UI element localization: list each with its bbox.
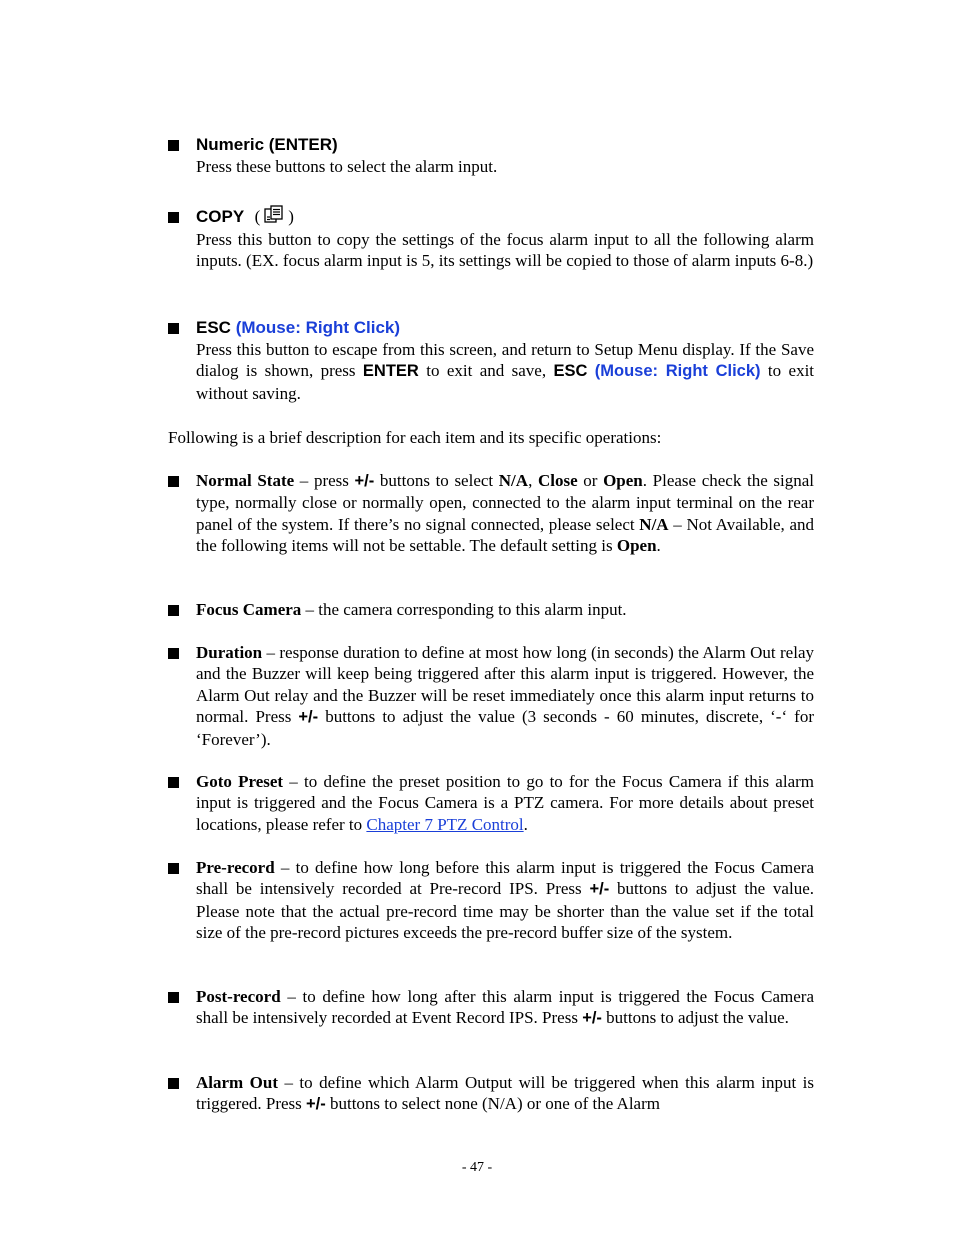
text-run: – to define how long before this alarm input is triggered the Focus Camera shall be intensively recorded at Pre-record IPS. Press (196, 858, 814, 899)
post-record-section (168, 986, 814, 1030)
copy-text: Press this button to copy the settings of the focus alarm input to all the following alarm inputs. (EX. focus alarm input is 5, its settings will be copied to those of alarm inputs 6-8.) (196, 230, 814, 271)
alarm-out-term: Alarm Out (196, 1073, 278, 1092)
bullet-icon (168, 863, 179, 874)
bullet-icon (168, 648, 179, 659)
text-run: – to define how long after this alarm input is triggered the Focus Camera shall be intensively recorded at Event Record IPS. Press (196, 987, 814, 1028)
numeric-section (168, 134, 814, 177)
esc-mouse-hint: (Mouse: Right Click) (235, 318, 401, 337)
text-run: – press (294, 471, 355, 490)
copy-icon (264, 205, 284, 225)
plus-minus-key: +/- (582, 1009, 602, 1028)
focus-camera-text: – the camera corresponding to this alarm input. (301, 600, 627, 619)
plus-minus-key: +/- (298, 708, 319, 727)
text-run: or (577, 471, 604, 490)
esc-title: ESC (196, 318, 231, 337)
text-run: . (656, 536, 661, 556)
bullet-icon (168, 323, 179, 334)
text-run: . Please check the signal type, normally close or normally open, connected to the alarm input terminal on the rear panel of the system. If there’s no signal connected, please select (196, 471, 814, 534)
text-run: – Not Available, and the following items will not be settable. The default setting is (196, 514, 814, 556)
text-run: . (523, 814, 528, 834)
bullet-icon (168, 992, 179, 1003)
numeric-title: Numeric (ENTER) (196, 135, 338, 154)
enter-key: ENTER (362, 362, 419, 381)
esc-mouse-hint-2: (Mouse: Right Click) (594, 362, 761, 381)
plus-minus-key: +/- (589, 880, 610, 899)
esc-text (196, 339, 814, 404)
esc-section (168, 317, 814, 404)
pre-record-term: Pre-record (196, 858, 275, 877)
na-option: N/A (498, 471, 529, 490)
text-run: buttons to adjust the value. Please note that the actual pre-record time may be shorter than the value set if the total size of the pre-record pictures exceeds the pre-record buffer size of the system. (196, 879, 814, 943)
esc-text-1: Press this button to escape from this screen, and return to Setup Menu display. If the Save dialog is shown, press (196, 340, 814, 381)
bullet-icon (168, 212, 179, 223)
paren-close: ) (288, 207, 294, 226)
bullet-icon (168, 1078, 179, 1089)
text-run: buttons to adjust the value. (601, 1008, 789, 1028)
goto-preset-term: Goto Preset (196, 772, 284, 791)
duration-section (168, 642, 814, 750)
bullet-icon (168, 476, 179, 487)
plus-minus-key: +/- (306, 1095, 326, 1114)
esc-text-3: to exit without saving. (196, 361, 815, 403)
text-run: , (528, 471, 538, 490)
bullet-icon (168, 777, 179, 788)
page-number: - 47 - (461, 1160, 493, 1175)
intro-text: Following is a brief description for each item and its specific operations: (168, 428, 662, 447)
chapter-7-ptz-control-link[interactable]: Chapter 7 PTZ Control (366, 814, 524, 834)
alarm-out-section (168, 1072, 814, 1116)
copy-title: COPY (196, 207, 244, 226)
pre-record-section (168, 857, 814, 944)
normal-state-text (196, 470, 814, 557)
text-run: buttons to select none (N/A) or one of the Alarm (325, 1094, 660, 1114)
focus-camera-term: Focus Camera (196, 600, 302, 619)
numeric-text: Press these buttons to select the alarm input. (196, 157, 498, 176)
text-run: buttons to select (374, 471, 499, 490)
goto-preset-section (168, 771, 814, 835)
text-run: buttons to adjust the value (3 seconds - 60 minutes, discrete, ‘-‘ for ‘Forever’). (196, 707, 815, 749)
close-option: Close (537, 471, 578, 490)
open-option: Open (603, 471, 643, 490)
esc-text-2: to exit and save, (418, 361, 554, 381)
post-record-term: Post-record (196, 987, 281, 1006)
focus-camera-section (168, 599, 814, 620)
plus-minus-key: +/- (354, 472, 375, 490)
text-run: – to define which Alarm Output will be triggered when this alarm input is triggered. Press (196, 1073, 814, 1114)
paren-open: ( (254, 207, 261, 226)
text-run: – response duration to define at most how long (in seconds) the Alarm Out relay and the Buzzer will keep being triggered after this alarm input is triggered. However, the Alarm Out relay and the Buzzer will be reset immediately once this alarm input returns to normal. Press (196, 643, 814, 727)
normal-state-section (168, 470, 814, 557)
normal-state-term: Normal State (196, 471, 295, 490)
duration-term: Duration (196, 643, 263, 662)
na-option: N/A (639, 514, 669, 534)
copy-section (168, 205, 814, 272)
text-run: – to define the preset position to go to for the Focus Camera if this alarm input is triggered and the Focus Camera is a PTZ camera. For more details about preset locations, please refer to (196, 772, 815, 834)
esc-key: ESC (553, 362, 588, 381)
bullet-icon (168, 140, 179, 151)
open-option: Open (616, 536, 657, 556)
bullet-icon (168, 605, 179, 616)
